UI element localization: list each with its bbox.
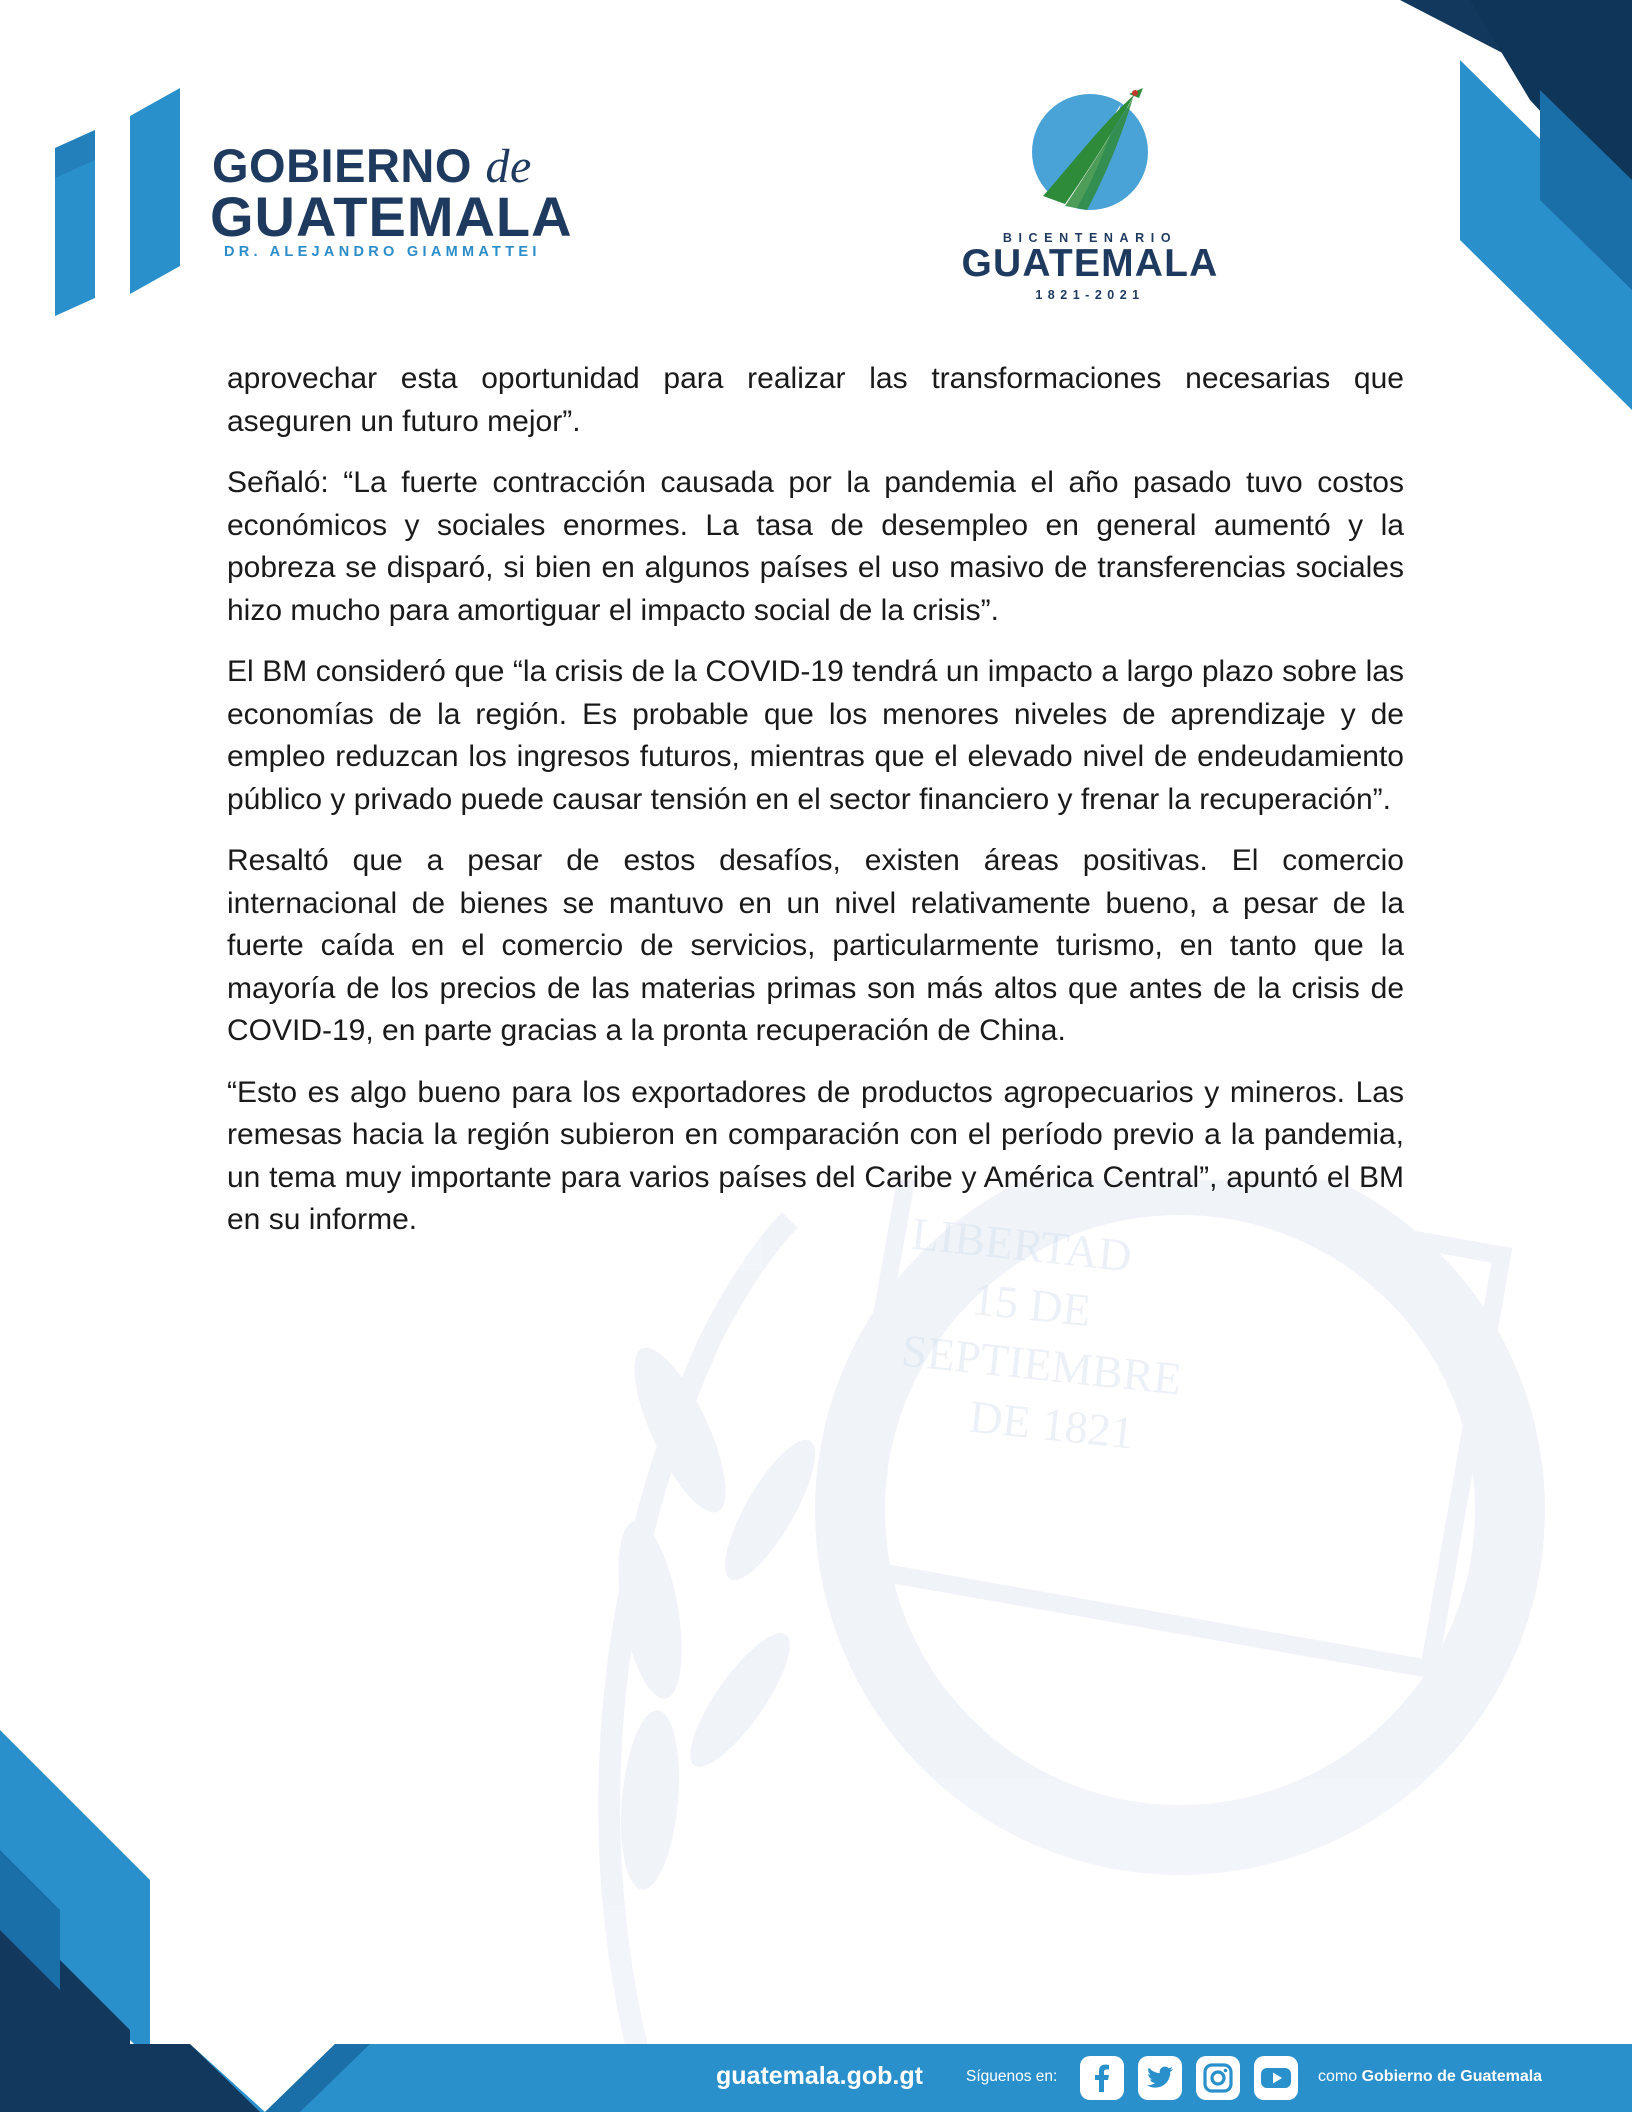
bicentenario-emblem-icon: [1025, 86, 1155, 216]
bicentenario-label: BICENTENARIO: [1002, 231, 1178, 245]
document-body: [227, 358, 1404, 1261]
footer-como-name: Gobierno de Guatemala: [1361, 2068, 1543, 2085]
watermark-line-3: SEPTIEMBRE: [899, 1324, 1185, 1405]
government-logo-line1: GOBIERNO de: [212, 139, 532, 193]
coat-of-arms-watermark: [540, 1180, 1632, 2080]
government-logo-de: de: [485, 140, 532, 193]
paragraph-3: El BM consideró que “la crisis de la COVID-19 tendrá un impacto a largo plazo sobre las economías de la región. Es probable que los menores niveles de aprendizaje y de empleo reduzcan los ingresos futuros, mientras que el elevado nivel de endeudamiento público y privado puede causar tensión en el sector financiero y frenar la recuperación”.: [227, 655, 1404, 816]
paragraph-2: Señaló: “La fuerte contracción causada por la pandemia el año pasado tuvo costos económicos y sociales enormes. La tasa de desempleo en general aumentó y la pobreza se disparó, si bien en algunos países el uso masivo de transferencias sociales hizo mucho para amortiguar el impacto social de la crisis”.: [227, 466, 1404, 627]
footer-como-label: como: [1318, 2068, 1358, 2085]
government-logo-subtitle: DR. ALEJANDRO GIAMMATTEI: [224, 244, 541, 260]
footer: [0, 2044, 1632, 2112]
twitter-icon[interactable]: [1138, 2056, 1182, 2100]
footer-social-handle: [1318, 2068, 1542, 2086]
paragraph-5: “Esto es algo bueno para los exportadores de productos agropecuarios y mineros. Las remesas hacia la región subieron en comparación con el período previo a la pandemia, un tema muy importante para varios países del Caribe y América Central”, apuntó el BM en su informe.: [227, 1075, 1404, 1236]
government-logo: [50, 88, 590, 328]
government-logo-bars: [50, 88, 180, 320]
instagram-icon[interactable]: [1196, 2056, 1240, 2100]
paragraph-4: Resaltó que a pesar de estos desafíos, existen áreas positivas. El comercio internacional de bienes se mantuvo en un nivel relativamente bueno, a pesar de la fuerte caída en el comercio de servicios, particularmente turismo, en tanto que la mayoría de los precios de las materias primas son más altos que antes de la crisis de COVID-19, en parte gracias a la pronta recuperación de China.: [227, 844, 1404, 1047]
government-logo-line2: GUATEMALA: [210, 185, 573, 248]
watermark-line-1: LIBERTAD: [909, 1207, 1135, 1282]
watermark-line-4: DE 1821: [966, 1390, 1137, 1459]
bicentenario-logo: [955, 86, 1225, 306]
facebook-icon[interactable]: [1080, 2056, 1124, 2100]
bicentenario-years: 1821-2021: [1035, 288, 1145, 302]
bicentenario-title: GUATEMALA: [961, 242, 1219, 285]
paragraph-1: aprovechar esta oportunidad para realizar las transformaciones necesarias que aseguren un futuro mejor”.: [227, 362, 1404, 438]
corner-decoration-bottom-left: [0, 1730, 150, 2060]
youtube-icon[interactable]: [1254, 2056, 1298, 2100]
corner-decoration-top-right: [1400, 0, 1632, 420]
footer-follow-label: Síguenos en:: [966, 2068, 1058, 2085]
footer-website-link[interactable]: guatemala.gob.gt: [716, 2062, 923, 2090]
watermark-line-2: 15 DE: [969, 1273, 1094, 1337]
